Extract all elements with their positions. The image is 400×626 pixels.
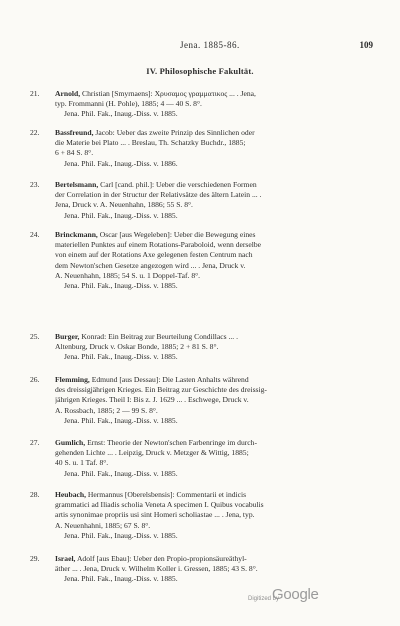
entry-line: A. Neuenhahn, 1885; 54 S. u. 1 Doppel-Taf. 8°. — [55, 270, 201, 280]
entry-body — [55, 128, 371, 169]
entry-body — [55, 89, 371, 120]
author-surname: Arnold, — [55, 89, 81, 98]
entry-number: 26. — [30, 375, 40, 384]
section-title: IV. Philosophische Fakultät. — [146, 66, 254, 76]
running-header — [0, 40, 400, 52]
entry-number: 25. — [30, 332, 40, 341]
entry-number: 24. — [30, 230, 40, 239]
entry-line: die Materie bei Plato ... . Breslau, Th. Schatzky Buchdr., 1885; — [55, 138, 246, 148]
entry-line: artis synonimae propriis usi sint Homeri scholiastae ... . Jena, typ. — [55, 510, 255, 520]
entry-line: 6 + 84 S. 8°. — [55, 148, 94, 158]
author-surname: Flemming, — [55, 375, 90, 384]
entry-body — [55, 180, 371, 221]
entry-body — [55, 490, 371, 541]
entry-line: jährigen Krieges. Theil I: Bis z. J. 1629 ... . Eschwege, Druck v. — [55, 395, 249, 405]
entry-line: grammatici ad Iliadis scholia Veneta A specimen I. Quibus vocabulis — [55, 500, 264, 510]
entry-line-text: Ernst: Theorie der Newton'schen Farbenringe im durch- — [87, 438, 258, 447]
entry-body — [55, 438, 371, 479]
dissertation-note: Jena. Phil. Fak., Inaug.-Diss. v. 1885. — [64, 468, 178, 478]
dissertation-note: Jena. Phil. Fak., Inaug.-Diss. v. 1885. — [64, 352, 178, 362]
entry-line: äther ... . Jena, Druck v. Wilhelm Koller i. Gressen, 1885; 43 S. 8°. — [55, 564, 258, 574]
entry-line: typ. Frommanni (H. Pohle), 1885; 4 — 40 S. 8°. — [55, 99, 202, 109]
author-surname: Israel, — [55, 554, 76, 563]
entry-line-text: Edmund [aus Dessau]: Die Lasten Anhalts während — [91, 375, 249, 384]
author-surname: Brinckmann, — [55, 230, 98, 239]
author-surname: Burger, — [55, 332, 80, 341]
entry-line: der Correlation in der Structur der Relativsätze des ältern Latein ... . — [55, 190, 262, 200]
entry-line-text: Carl [cand. phil.]: Ueber die verschiedenen Formen — [100, 180, 257, 189]
entry-body — [55, 332, 371, 363]
dissertation-note: Jena. Phil. Fak., Inaug.-Diss. v. 1885. — [64, 415, 178, 425]
running-title: Jena. 1885-86. — [180, 40, 240, 50]
entry-line — [55, 332, 371, 342]
entry-number: 21. — [30, 89, 40, 98]
entry-line — [55, 375, 371, 385]
dissertation-note: Jena. Phil. Fak., Inaug.-Diss. v. 1885. — [64, 530, 178, 540]
entry-line — [55, 89, 371, 99]
entry-line — [55, 438, 371, 448]
entry-line: materiellen Punktes auf einem Rotations-Paraboloid, wenn derselbe — [55, 240, 262, 250]
entry-number: 29. — [30, 554, 40, 563]
entry-line — [55, 128, 371, 138]
entry-body — [55, 230, 371, 291]
entry-number: 22. — [30, 128, 40, 137]
entry-number: 23. — [30, 180, 40, 189]
page-number: 109 — [359, 40, 373, 50]
entry-line: dem Newton'schen Gesetze angezogen wird ... . Jena, Druck v. — [55, 260, 246, 270]
google-logo: Google — [272, 586, 319, 603]
entry-line-text: Hermannus [Oberelsbensis]: Commentarii et indicis — [87, 490, 247, 499]
entry-line: gehenden Lichte ... . Leipzig, Druck v. Metzger & Wittig, 1885; — [55, 448, 249, 458]
author-surname: Bertelsmann, — [55, 180, 99, 189]
entry-number: 28. — [30, 490, 40, 499]
dissertation-note: Jena. Phil. Fak., Inaug.-Diss. v. 1885. — [64, 210, 178, 220]
entry-line — [55, 180, 371, 190]
entry-line-text: Konrad: Ein Beitrag zur Beurteilung Condillacs ... . — [81, 332, 239, 341]
entry-line: Altenburg, Druck v. Oskar Bonde, 1885; 2 + 81 S. 8°. — [55, 342, 219, 352]
author-surname: Bassfreund, — [55, 128, 94, 137]
entry-line-text: Adolf [aus Ebau]: Ueber den Propio-propionsäureäthyl- — [76, 554, 247, 563]
entry-line: des dreissigjährigen Krieges. Ein Beitrag zur Geschichte des dreissig- — [55, 385, 267, 395]
entry-line-text: Jacob: Ueber das zweite Prinzip des Sinnlichen oder — [95, 128, 255, 137]
entry-line: von einem auf der Rotations Axe gelegenen festen Centrum nach — [55, 250, 253, 260]
author-surname: Heubach, — [55, 490, 87, 499]
entry-line — [55, 490, 371, 500]
entry-line-text: Oscar [aus Wegeleben]: Ueber die Bewegung eines — [99, 230, 256, 239]
entry-line — [55, 554, 371, 564]
entry-body — [55, 554, 371, 585]
dissertation-note: Jena. Phil. Fak., Inaug.-Diss. v. 1886. — [64, 158, 178, 168]
dissertation-note: Jena. Phil. Fak., Inaug.-Diss. v. 1885. — [64, 281, 178, 291]
entry-line — [55, 230, 371, 240]
author-surname: Gumlich, — [55, 438, 86, 447]
dissertation-note: Jena. Phil. Fak., Inaug.-Diss. v. 1885. — [64, 574, 178, 584]
entry-body — [55, 375, 371, 426]
entry-line: A. Rossbach, 1885; 2 — 99 S. 8°. — [55, 405, 158, 415]
digitized-by-label: Digitized by — [248, 596, 280, 602]
entry-number: 27. — [30, 438, 40, 447]
entry-line: Jena, Druck v. A. Neuenhahn, 1886; 55 S. 8°. — [55, 200, 193, 210]
entry-line-text: Christian [Smyrnaens]: Χρυσαμος γραμματικος ... . Jena, — [82, 89, 256, 98]
dissertation-note: Jena. Phil. Fak., Inaug.-Diss. v. 1885. — [64, 109, 178, 119]
entry-line: 40 S. u. 1 Taf. 8°. — [55, 458, 109, 468]
entry-line: A. Neuenhahni, 1885; 67 S. 8°. — [55, 520, 151, 530]
